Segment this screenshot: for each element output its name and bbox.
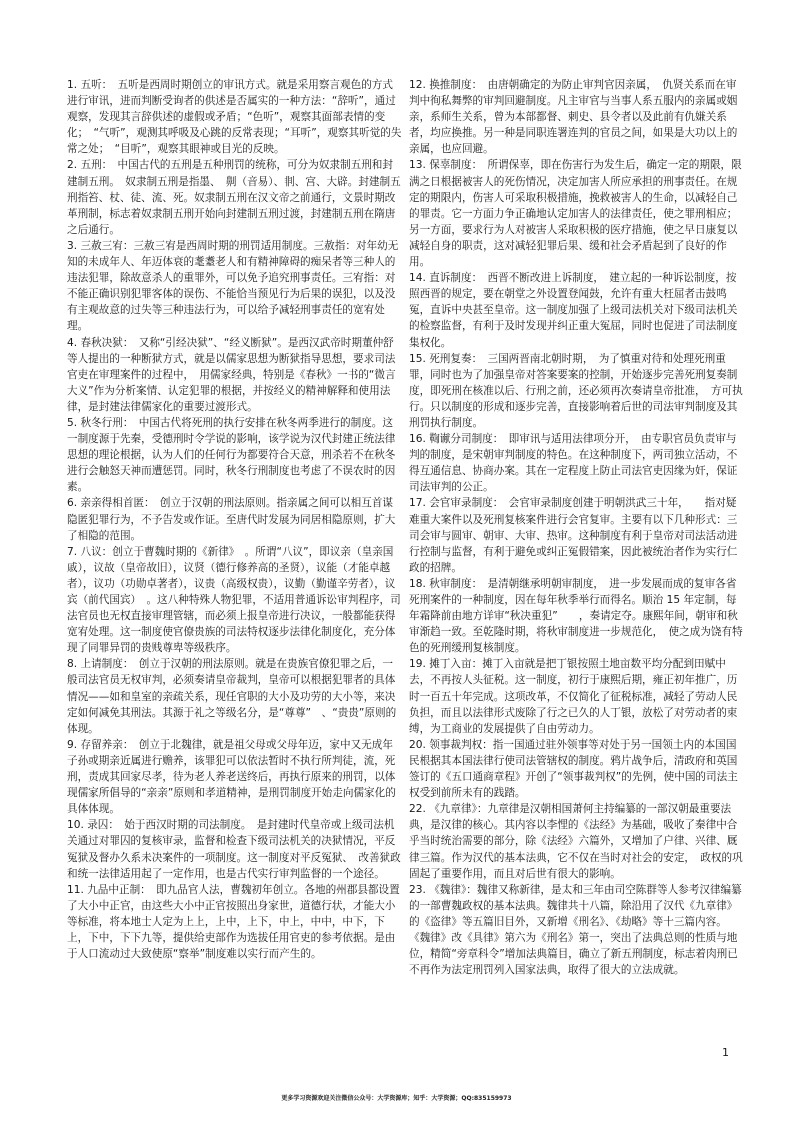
- left-column: [67, 77, 403, 962]
- entry-9: [67, 737, 403, 817]
- entry-text: 摊丁入亩就是把丁银按照土地亩数平均分配到田赋中去，不再按人头征税。这一制度，初行于康熙后期，雍正初年推广，历时一百五十年完成。这项改革，不仅简化了征税标准，减轻了劳动人民负担，而且以法律形式废除了行之已久的人丁银，放松了对劳动者的束缚，为工商业的发展提供了自由劳动力。: [409, 658, 738, 735]
- entry-term: 17. 会官审录制度：: [409, 497, 499, 510]
- entry-16: [409, 431, 745, 495]
- entry-text: 五听是西周时期创立的审讯方式。就是采用察言观色的方式进行审讯，进而判断受询者的供述是否属实的一种方法：“辞听”，通过观察，发现其言辞供述的虚假或矛盾；“色听”，观察其面部表情的变化； “气听”，观测其呼吸及心跳的反常表现；“耳听”，观察其听觉的失常之处； “目听”，观察其眼神或目光的反映。: [67, 79, 402, 156]
- entry-term: 9. 存留养亲：: [67, 738, 129, 751]
- entry-term: 2. 五刑：: [67, 159, 107, 172]
- entry-4: [67, 335, 403, 415]
- entry-text: 会官审录制度创建于明朝洪武三十年， 指对疑难重大案件以及死刑复核案件进行会官复审。主要有以下几种形式：三司会审与圆审、朝审、大审、热审。这种制度有利于皇帝对司法活动进行控制与监督，有利于避免或纠正冤假错案，因此被统治者作为实行仁政的招牌。: [409, 497, 738, 574]
- right-column: [409, 77, 745, 978]
- entry-15: [409, 351, 745, 431]
- entry-term: 13. 保辜制度：: [409, 159, 477, 172]
- entry-10: [67, 817, 403, 881]
- entry-text: 是清朝继承明朝审制度， 进一步发展而成的复审各省死刑案件的一种制度，因在每年秋季举行而得名。顺治 15 年定制，每年霜降前由地方详审“秋决重犯” ，奏请定夺。康熙年间，朝审和秋审渐趋一致。至乾隆时期，将秋审制度进一步规范化， 使之成为饶有特色的死刑缓刑复核制度。: [409, 577, 743, 655]
- entry-text: 中国古代的五刑是五种刑罚的统称，可分为奴隶制五刑和封建制五刑。 奴隶制五刑是指墨、 劓（音易）、剕、宫、大辟。封建制五刑指笞、杖、徒、流、死。奴隶制五刑在汉文帝之前通行，文景时期改革刑制，标志着奴隶制五刑开始向封建制五刑过渡，封建制五刑在隋唐之后通行。: [67, 159, 401, 236]
- entry-term: 22. 《九章律》：: [409, 803, 488, 816]
- entry-22: [409, 801, 745, 881]
- entry-5: [67, 415, 403, 495]
- entry-19: [409, 656, 745, 736]
- entry-text: 三国两晋南北朝时期， 为了慎重对待和处理死刑重罪，同时也为了加强皇帝对答案要案的控制，开始逐步完善死刑复奏制度，即死刑在核准以后、行刑之前，还必须再次奏请皇帝批准， 方可执行。只以制度的形成和逐步完善，直接影响着后世的司法审判制度及其刑罚执行制度。: [409, 352, 743, 429]
- entry-term: 1. 五听：: [67, 79, 107, 91]
- entry-term: 18. 秋审制度：: [409, 577, 477, 590]
- entry-term: 6. 亲亲得相首匿：: [67, 497, 150, 510]
- page-number: 1: [722, 1046, 729, 1059]
- entry-term: 14. 直诉制度：: [409, 272, 477, 285]
- entry-1: [67, 77, 403, 157]
- entry-12: [409, 77, 745, 157]
- entry-text: 所谓保辜，即在伤害行为发生后，确定一定的期限，限满之日根据被害人的死伤情况，决定加害人所应承担的刑事责任。在规定的期限内，伤害人可采取积极措施，挽救被害人的生命，以减轻自己的罪责。它一方面力争正确地认定加害人的法律责任，使之罪刑相应；另一方面，要求行为人对被害人采取积极的医疗措施，使之早日康复以减轻自身的职责，这对减轻犯罪后果、缓和社会矛盾起到了良好的作用。: [409, 159, 742, 269]
- entry-text: 西晋不断改进上诉制度， 建立起的一种诉讼制度，按照西晋的规定，要在朝堂之外设置登闻鼓，允许有重大枉屈者击鼓鸣冤，直诉中央甚至皇帝。这一制度加强了上级司法机关对下级司法机关的检察监督，有利于及时发现并纠正重大冤屈，同时也促进了司法制度集权化。: [409, 272, 738, 349]
- entry-term: 4. 春秋决狱：: [67, 336, 129, 349]
- entry-text: 三赦三宥是西周时期的刑罚适用制度。三赦指：对年幼无知的未成年人、年迈体衰的耄耋老人和有精神障碍的痴呆者等三种人的违法犯罪，除故意杀人的重罪外，可以免予追究刑事责任。三宥指：对不能正确识别犯罪客体的误伤、不能恰当预见行为后果的误犯，以及没有主观故意的过失等三种违法行为，可以给予减轻刑事责任的宽宥处理。: [67, 239, 399, 333]
- entry-14: [409, 270, 745, 350]
- footer-note: 更多学习资源欢迎关注微信公众号：大学资源库；知乎：大学资源；QQ:835159973: [281, 1095, 512, 1102]
- entry-text: 创立于北魏律，就是祖父母或父母年迈，家中又无成年子孙或期亲近属进行赡养，该罪犯可以依法暂时不执行所判徒，流，死刑，责成其回家尽孝，待为老人养老送终后，再执行原来的刑罚，以体现儒家所倡导的“亲亲”原则和孝道精神，是刑罚制度开始走向儒家化的具体体现。: [67, 738, 396, 816]
- entry-term: 5. 秋冬行刑：: [67, 416, 129, 429]
- entry-term: 12. 换推制度：: [409, 79, 477, 91]
- entry-11: [67, 882, 403, 962]
- entry-7: [67, 544, 403, 657]
- entry-term: 3. 三赦三宥：: [67, 239, 134, 252]
- entry-13: [409, 157, 745, 270]
- entry-text: 创立于汉朝的刑法原则。指亲属之间可以相互首谋隐匿犯罪行为，不予告发或作证。至唐代时发展为同居相隐原则，扩大了相隐的范围。: [67, 497, 396, 542]
- entry-text: 始于西汉时期的司法制度。 是封建时代皇帝或上级司法机关通过对罪囚的复核审录，监督和检查下级司法机关的决狱情况，平反冤狱及督办久系未决案件的一项制度。这一制度对平反冤狱、 改善狱政和统一法律适用起了一定作用，也是古代实行审判监督的一个途径。: [67, 819, 401, 880]
- entry-18: [409, 576, 745, 656]
- entry-term: 11. 九品中正制：: [67, 883, 146, 896]
- entry-term: 23. 《魏律》：: [409, 883, 477, 896]
- entry-6: [67, 495, 403, 543]
- entry-text: 即审讯与适用法律项分开， 由专职官员负责审与判的制度，是宋朝审判制度的特色。在这种制度下，两司独立活动，不得互通信息、协商办案。其在一定程度上防止司法官吏因缘为奸，保证司法审判的公正。: [409, 433, 738, 494]
- entry-text: 由唐朝确定的为防止审判官因亲属， 仇贤关系而在审判中徇私舞弊的审判回避制度。凡主审官与当事人系五服内的亲属或姻亲，系师生关系，曾为本部都督、刺史、县令者以及此前有仇嫌关系者，均应换推。另一种是同职连署连判的官员之间，如果是大功以上的亲属，也应回避。: [409, 79, 738, 156]
- entry-term: 10. 录囚：: [67, 819, 114, 832]
- entry-term: 8. 上请制度：: [67, 658, 129, 671]
- entry-17: [409, 495, 745, 575]
- entry-text: 中国古代将死刑的执行安排在秋冬两季进行的制度。这一制度源于先秦，受德刑时令学说的影响，该学说为汉代封建正统法律思想的理论根据，认为人们的任何行为都要符合天意，刑杀若不在秋冬进行会触怒天神而遭惩罚。同时，秋冬行刑制度也考虑了不误农时的因素。: [67, 416, 396, 494]
- entry-3: [67, 238, 403, 335]
- entry-text: 指一国通过驻外领事等对处于另一国领土内的本国国民根据其本国法律行使司法管辖权的制度。鸦片战争后，清政府和英国签订的《五口通商章程》开创了“领事裁判权”的先例，使中国的司法主权受到前所未有的践踏。: [409, 738, 738, 800]
- entry-text: 九章律是汉朝相国萧何主持编纂的一部汉朝最重要法典，是汉律的核心。其内容以李悝的《法经》为基础，吸收了秦律中合乎当时统治需要的部分，除《法经》六篇外，又增加了户律、兴律、厩律三篇。作为汉代的基本法典，它不仅在当时对社会的安定， 政权的巩固起了重要作用，而且对后世有很大的影响。: [409, 803, 743, 880]
- entry-text: 即九品官人法，曹魏初年创立。各地的州郡县都设置了大小中正官，由这些大小中正官按照出身家世，道德行状，才能大小等标准，将本地士人定为上上，上中，上下，中上，中中，中下，下上，下中，下下九等，提供给吏部作为选拔任用官吏的参考依据。是由于人口流动过大致使原“察举”制度难以实行而产生的。: [67, 883, 400, 961]
- entry-text: 魏律又称新律，是太和三年由司空陈群等人参考汉律编纂的一部曹魏政权的基本法典。魏律共十八篇，除沿用了汉代《九章律》的《盗律》等五篇旧目外，又新增《刑名》、《劫略》等十三篇内容。 《魏律》改《具律》第六为《刑名》第一，突出了法典总则的性质与地位，精简“旁章科令”增加法典篇目，确立了新五刑制度，标志着肉刑已不再作为法定刑罚列入国家法典，取得了很大的立法成就。: [409, 883, 742, 977]
- entry-8: [67, 656, 403, 736]
- entry-23: [409, 882, 745, 979]
- entry-term: 19. 摊丁入亩：: [409, 658, 483, 671]
- entry-term: 7. 八议：: [67, 545, 113, 558]
- entry-20: [409, 737, 745, 801]
- entry-text: 又称“引经决狱”、“经义断狱”。是西汉武帝时期董仲舒等人提出的一种断狱方式，就是以儒家思想为断狱指导思想，要求司法官吏在审理案件的过程中， 用儒家经典，特别是《春秋》一书的“微言大义”作为分析案情、认定犯罪的根据，并按经义的精神解释和使用法律，是封建法律儒家化的重要过渡形式。: [67, 336, 396, 413]
- entry-term: 16. 鞫谳分司制度：: [409, 433, 499, 446]
- entry-term: 20. 领事裁判权：: [409, 738, 493, 751]
- entry-text: 创立于曹魏时期的《新律》 。所谓“八议”，即议亲（皇亲国戚），议故（皇帝故旧），议贤（德行修养高的圣贤），议能（才能卓越者），议功（功勋卓著者），议贵（高级权贵），议勤（勤谨辛劳者），议宾（前代国宾） 。这八种特殊人物犯罪，不适用普通诉讼审判程序，司法官员也无权直接审理管辖，而必须上报皇帝进行决议，一般都能获得宽宥处理。这一制度使官僚贵族的司法特权逐步法律化制度化，充分体现了同罪异罚的贵贱尊卑等级秩序。: [67, 545, 401, 655]
- entry-text: 创立于汉朝的刑法原则。就是在贵族官僚犯罪之后，一般司法官员无权审判，必须奏请皇帝裁判，皇帝可以根据犯罪者的具体情况——如和皇室的亲疏关系，现任官职的大小及功劳的大小等，来决定如何减免其刑法。其源于礼之等级名分，是“尊尊” 、“贵贵”原则的体现。: [67, 658, 397, 735]
- entry-2: [67, 157, 403, 237]
- entry-term: 15. 死刑复奏：: [409, 352, 477, 365]
